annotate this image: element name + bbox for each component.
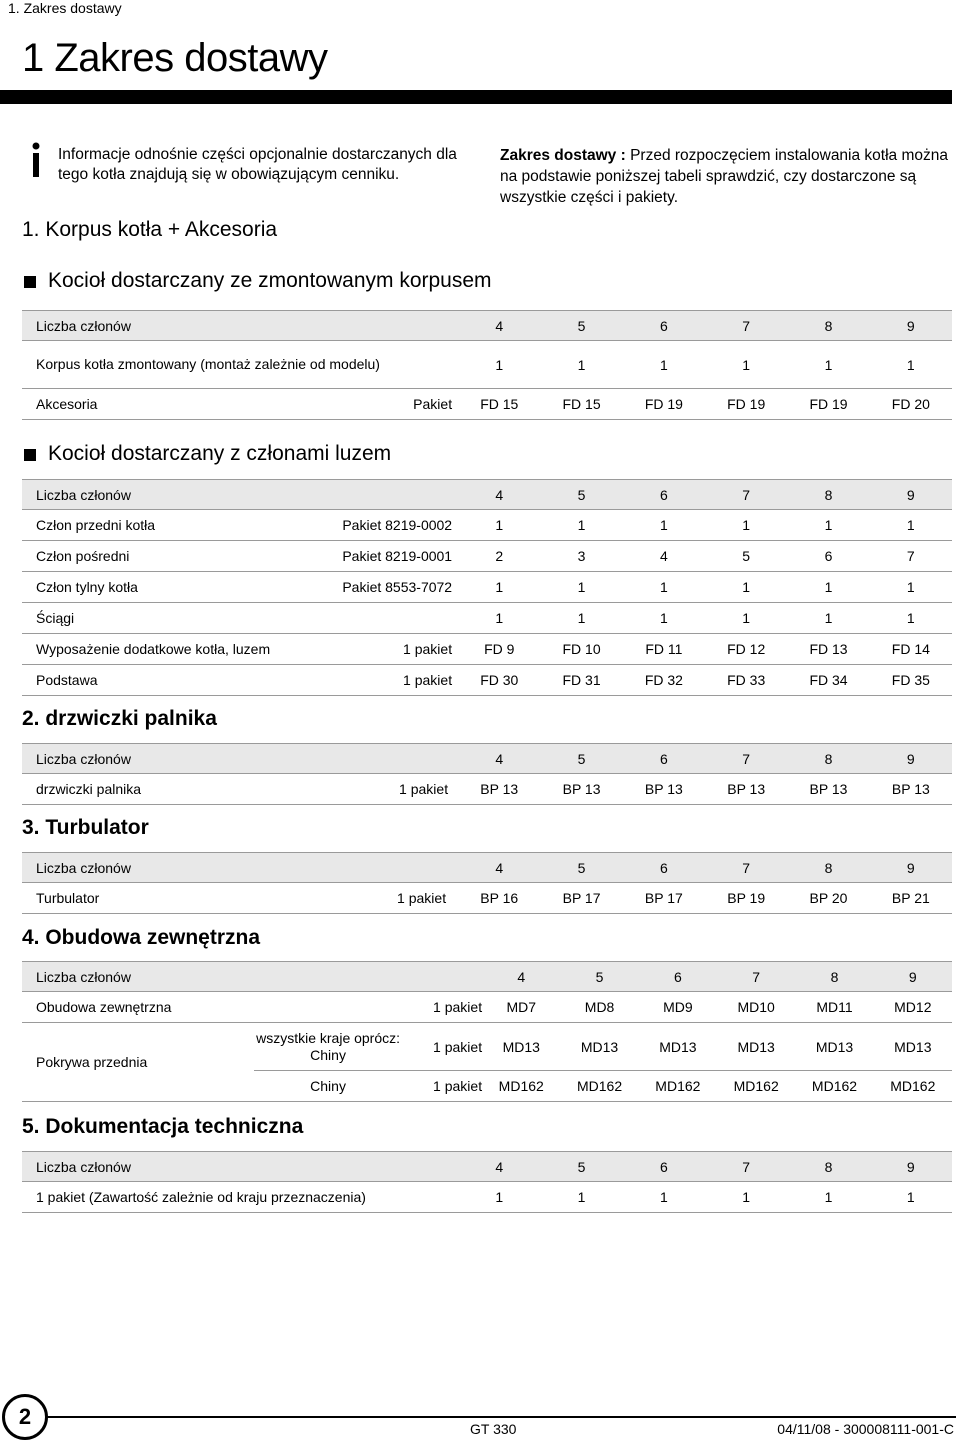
row-label: Człon tylny kotła xyxy=(36,579,138,595)
cell: BP 13 xyxy=(809,781,848,797)
intro-text: Przed rozpoczęciem instalowania kotła można na podstawie poniższej tabeli sprawdzić, czy dostarczone są wszystkie części i pakiety. xyxy=(500,147,948,206)
bullet-icon xyxy=(24,449,36,461)
cell: MD7 xyxy=(506,999,537,1015)
cell: FD 32 xyxy=(644,672,683,688)
col-header: 5 xyxy=(577,750,586,767)
cell: 1 xyxy=(495,579,504,595)
cell: 1 xyxy=(659,610,668,626)
cell: 1 xyxy=(577,610,586,626)
variant-label: Chiny xyxy=(310,1078,346,1094)
cell: MD13 xyxy=(815,1038,854,1055)
cell: FD 9 xyxy=(484,641,515,657)
col-header: 9 xyxy=(906,486,915,503)
cell: MD162 xyxy=(811,1078,858,1094)
cell: MD13 xyxy=(659,1038,697,1055)
pack-label: 1 pakiet xyxy=(433,999,483,1015)
col-header: 4 xyxy=(495,859,504,876)
cell: FD 34 xyxy=(809,672,848,688)
pack-label: Pakiet 8553-7072 xyxy=(342,579,453,595)
cell: 5 xyxy=(742,548,751,564)
row-label: 1 pakiet (Zawartość zależnie od kraju przeznaczenia) xyxy=(36,1189,366,1205)
table-row xyxy=(22,883,952,914)
row-label: Podstawa xyxy=(36,672,98,688)
section-heading-1: 1. Korpus kotła + Akcesoria xyxy=(22,218,278,241)
pack-label: 1 pakiet xyxy=(399,781,449,797)
cell: 1 xyxy=(824,356,833,373)
cell: 1 xyxy=(742,356,751,373)
col-header: 4 xyxy=(495,317,504,334)
cell: MD10 xyxy=(737,999,775,1015)
cell: FD 20 xyxy=(891,396,930,412)
row-label: Akcesoria xyxy=(36,396,98,412)
table-row xyxy=(22,389,952,420)
header-label: Liczba członów xyxy=(36,859,131,876)
cell: FD 33 xyxy=(727,672,766,688)
cell: FD 19 xyxy=(809,396,848,412)
pack-label: 1 pakiet xyxy=(397,890,447,906)
cell: 1 xyxy=(495,1189,504,1205)
cell: BP 13 xyxy=(562,781,601,797)
cell: BP 13 xyxy=(727,781,766,797)
cell: BP 19 xyxy=(727,890,766,906)
cell: MD13 xyxy=(580,1038,619,1055)
cell: 1 xyxy=(659,517,668,533)
info-note: Informacje odnośnie części opcjonalnie dostarczanych dla tego kotła znajdują się w obowiązującym cenniku. xyxy=(58,146,457,183)
cell: MD162 xyxy=(576,1078,623,1094)
page-title: 1 Zakres dostawy xyxy=(22,36,328,80)
section-heading-2: 2. drzwiczki palnika xyxy=(22,707,217,730)
col-header: 9 xyxy=(906,859,915,876)
bullet-icon xyxy=(24,276,36,288)
cell: FD 31 xyxy=(562,672,601,688)
cell: 4 xyxy=(659,548,668,564)
col-header: 6 xyxy=(659,486,668,503)
table-row xyxy=(22,341,952,389)
footer-document-code: 04/11/08 - 300008111-001-C xyxy=(777,1421,954,1437)
cell: MD8 xyxy=(584,999,615,1015)
table-burner-door xyxy=(22,743,952,805)
cell: 1 xyxy=(906,356,915,373)
cell: 1 xyxy=(495,517,504,533)
table-loose xyxy=(22,479,952,696)
pack-label: 1 pakiet xyxy=(433,1038,483,1055)
pack-label: 1 pakiet xyxy=(433,1078,483,1094)
col-header: 9 xyxy=(906,750,915,767)
col-header: 4 xyxy=(495,486,504,503)
cell: MD13 xyxy=(737,1038,775,1055)
col-header: 9 xyxy=(906,317,915,334)
table-turbulator xyxy=(22,852,952,914)
col-header: 7 xyxy=(742,859,751,876)
cell: FD 14 xyxy=(891,641,930,657)
col-header: 6 xyxy=(659,1158,668,1175)
table-row xyxy=(22,510,952,541)
col-header: 8 xyxy=(830,968,839,985)
cell: 1 xyxy=(824,610,833,626)
cell: MD13 xyxy=(502,1038,540,1055)
col-header: 6 xyxy=(659,317,668,334)
table-row xyxy=(22,1023,952,1071)
row-label: Człon pośredni xyxy=(36,548,130,564)
row-label: Wyposażenie dodatkowe kotła, luzem xyxy=(36,641,271,657)
section-heading-4: 4. Obudowa zewnętrzna xyxy=(22,926,261,949)
cell: 1 xyxy=(742,1189,751,1205)
cell: 1 xyxy=(824,517,833,533)
col-header: 8 xyxy=(824,859,833,876)
table-casing xyxy=(22,961,952,1102)
cell: MD11 xyxy=(816,999,853,1015)
cell: FD 19 xyxy=(727,396,766,412)
pack-label: Pakiet 8219-0001 xyxy=(342,548,453,564)
cell: 1 xyxy=(742,579,751,595)
cell: 1 xyxy=(659,356,668,373)
cell: 2 xyxy=(495,548,504,564)
page-number: 2 xyxy=(2,1394,48,1440)
pack-label: 1 pakiet xyxy=(403,641,453,657)
col-header: 8 xyxy=(824,486,833,503)
table-row xyxy=(22,1182,952,1213)
cell: FD 13 xyxy=(809,641,848,657)
pack-label: Pakiet 8219-0002 xyxy=(342,517,453,533)
footer-rule xyxy=(46,1416,956,1418)
cell: 7 xyxy=(906,548,915,564)
cell: BP 17 xyxy=(644,890,683,906)
header-label: Liczba członów xyxy=(36,968,131,985)
col-header: 5 xyxy=(577,486,586,503)
header-label: Liczba członów xyxy=(36,317,131,334)
header-label: Liczba członów xyxy=(36,1158,131,1175)
cell: 1 xyxy=(742,610,751,626)
table-row xyxy=(22,541,952,572)
cell: BP 20 xyxy=(809,890,848,906)
col-header: 7 xyxy=(742,1158,751,1175)
cell: 1 xyxy=(659,1189,668,1205)
row-label: Człon przedni kotła xyxy=(36,517,156,533)
intro-paragraph xyxy=(500,145,955,208)
col-header: 5 xyxy=(577,1158,586,1175)
subheading-loose: Kocioł dostarczany z członami luzem xyxy=(48,442,392,465)
cell: 1 xyxy=(577,579,586,595)
header-label: Liczba członów xyxy=(36,486,131,503)
cell: FD 11 xyxy=(645,641,683,657)
cell: FD 15 xyxy=(562,396,601,412)
cell: FD 12 xyxy=(727,641,766,657)
col-header: 6 xyxy=(673,968,682,985)
cell: MD162 xyxy=(890,1078,936,1094)
col-header: 8 xyxy=(824,317,833,334)
row-label: Korpus kotła zmontowany (montaż zależnie od modelu) xyxy=(36,356,380,372)
cell: 3 xyxy=(577,548,586,564)
pack-label: 1 pakiet xyxy=(403,672,453,688)
row-label: Turbulator xyxy=(36,890,100,906)
header-label: Liczba członów xyxy=(36,750,131,767)
cell: MD162 xyxy=(498,1078,544,1094)
cell: 1 xyxy=(495,610,504,626)
table-row xyxy=(22,992,952,1023)
cell: MD13 xyxy=(894,1038,932,1055)
cell: 1 xyxy=(659,579,668,595)
pack-label: Pakiet xyxy=(413,396,453,412)
col-header: 5 xyxy=(577,317,586,334)
cell: BP 17 xyxy=(562,890,601,906)
cell: 1 xyxy=(906,610,915,626)
row-label: Ściągi xyxy=(36,610,75,626)
section-heading-5: 5. Dokumentacja techniczna xyxy=(22,1115,304,1138)
col-header: 9 xyxy=(906,1158,915,1175)
table-row xyxy=(22,634,952,665)
table-row xyxy=(22,572,952,603)
cell: BP 16 xyxy=(480,890,519,906)
table-header-row xyxy=(22,1152,952,1182)
col-header: 7 xyxy=(742,317,751,334)
footer-model: GT 330 xyxy=(470,1421,517,1437)
cell: FD 19 xyxy=(644,396,683,412)
cell: 1 xyxy=(906,517,915,533)
col-header: 8 xyxy=(824,1158,833,1175)
cell: MD12 xyxy=(894,999,932,1015)
table-header-row xyxy=(22,744,952,774)
table-row xyxy=(22,603,952,634)
col-header: 5 xyxy=(577,859,586,876)
cell: FD 30 xyxy=(480,672,519,688)
cell: BP 13 xyxy=(891,781,930,797)
row-label: Pokrywa przednia xyxy=(36,1054,148,1070)
cell: 1 xyxy=(577,1189,586,1205)
col-header: 8 xyxy=(824,750,833,767)
cell: BP 21 xyxy=(891,890,930,906)
cell: 1 xyxy=(577,517,586,533)
variant-label: wszystkie kraje oprócz: Chiny xyxy=(256,1029,401,1063)
running-head: 1. Zakres dostawy xyxy=(8,0,122,16)
cell: FD 15 xyxy=(480,396,519,412)
col-header: 6 xyxy=(659,750,668,767)
col-header: 5 xyxy=(595,968,604,985)
info-icon xyxy=(28,142,44,178)
cell: 1 xyxy=(742,517,751,533)
subheading-assembled: Kocioł dostarczany ze zmontowanym korpusem xyxy=(48,269,492,292)
col-header: 7 xyxy=(742,750,751,767)
cell: 1 xyxy=(906,1189,915,1205)
table-documentation xyxy=(22,1151,952,1213)
cell: MD162 xyxy=(655,1078,701,1094)
cell: 1 xyxy=(577,356,586,373)
col-header: 9 xyxy=(908,968,917,985)
cell: FD 35 xyxy=(891,672,930,688)
col-header: 4 xyxy=(517,968,526,985)
col-header: 6 xyxy=(659,859,668,876)
cell: 6 xyxy=(824,548,833,564)
header-rule xyxy=(0,90,952,104)
cell: BP 13 xyxy=(644,781,683,797)
cell: FD 10 xyxy=(562,641,601,657)
col-header: 7 xyxy=(742,486,751,503)
cell: MD162 xyxy=(733,1078,779,1094)
col-header: 7 xyxy=(752,968,761,985)
row-label: drzwiczki palnika xyxy=(36,781,142,797)
cell: MD9 xyxy=(663,999,693,1015)
cell: 1 xyxy=(906,579,915,595)
section-heading-3: 3. Turbulator xyxy=(22,816,149,839)
col-header: 4 xyxy=(495,750,504,767)
table-header-row xyxy=(22,962,952,992)
cell: 1 xyxy=(824,1189,833,1205)
row-label: Obudowa zewnętrzna xyxy=(36,999,172,1015)
table-header-row xyxy=(22,853,952,883)
col-header: 4 xyxy=(495,1158,504,1175)
table-row xyxy=(22,665,952,696)
table-row xyxy=(22,774,952,805)
cell: 1 xyxy=(495,356,504,373)
cell: 1 xyxy=(824,579,833,595)
table-assembled xyxy=(22,310,952,420)
cell: BP 13 xyxy=(480,781,519,797)
table-header-row xyxy=(22,480,952,510)
intro-label: Zakres dostawy : xyxy=(500,147,626,164)
table-header-row xyxy=(22,311,952,341)
